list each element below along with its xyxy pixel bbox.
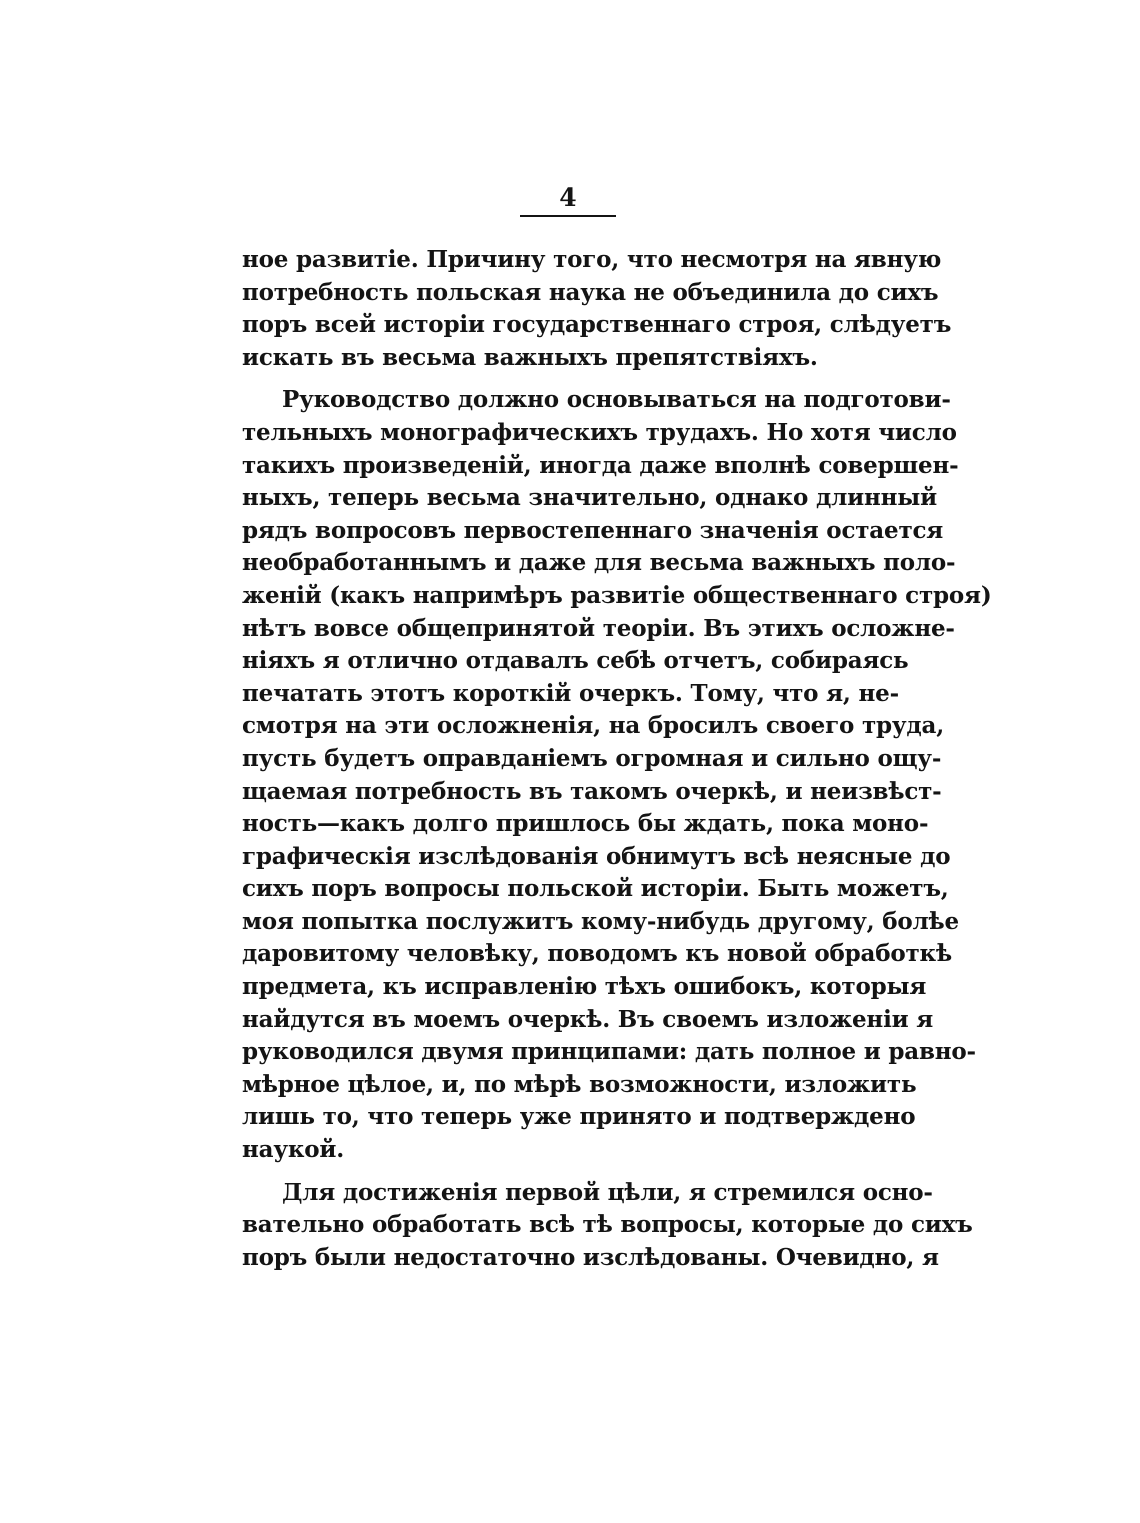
- text-line: щаемая потребность въ такомъ очеркѣ, и неизвѣст-: [242, 777, 942, 805]
- text-line: лишь то, что теперь уже принято и подтверждено: [242, 1103, 916, 1131]
- text-line: ніяхъ я отлично отдавалъ себѣ отчетъ, собираясь: [242, 647, 909, 675]
- text-line: такихъ произведеній, иногда даже вполнѣ совершен-: [242, 451, 959, 479]
- text-line: женій (какъ напримѣръ развитіе общественнаго строя): [242, 581, 992, 609]
- text-line: ное развитіе. Причину того, что несмотря на явную: [242, 246, 942, 273]
- header-rule: [520, 215, 616, 217]
- text-line: графическія изслѣдованія обнимутъ всѣ неясные до: [242, 842, 951, 870]
- text-line: необработаннымъ и даже для весьма важныхъ поло-: [242, 549, 956, 577]
- text-line: потребность польская наука не объединила до сихъ: [242, 278, 939, 306]
- text-line: поръ всей исторіи государственнаго строя, слѣдуетъ: [242, 311, 952, 339]
- text-line: моя попытка послужитъ кому-нибудь другому, болѣе: [242, 907, 959, 935]
- text-line: искать въ весьма важныхъ препятствіяхъ.: [242, 343, 818, 371]
- text-line: Руководство должно основываться на подготови-: [282, 386, 951, 414]
- text-line: найдутся въ моемъ очеркѣ. Въ своемъ изложеніи я: [242, 1005, 934, 1033]
- text-line: вательно обработать всѣ тѣ вопросы, которые до сихъ: [242, 1211, 973, 1239]
- text-line: мѣрное цѣлое, и, по мѣрѣ возможности, изложить: [242, 1070, 917, 1098]
- text-line: рядъ вопросовъ первостепеннаго значенія остается: [242, 516, 944, 544]
- text-line: руководился двумя принципами: дать полное и равно-: [242, 1038, 976, 1066]
- paragraph: [242, 384, 992, 1166]
- body-text: [242, 244, 992, 1274]
- text-line: даровитому человѣку, поводомъ къ новой обработкѣ: [242, 940, 952, 968]
- paragraph-gap: [242, 1167, 896, 1177]
- text-line: печатать этотъ короткій очеркъ. Тому, что я, не-: [242, 679, 899, 707]
- text-line: сихъ поръ вопросы польской исторіи. Быть можетъ,: [242, 875, 949, 903]
- paragraph-gap: [242, 374, 896, 384]
- text-line: пусть будетъ оправданіемъ огромная и сильно ощу-: [242, 744, 942, 772]
- page-number: 4: [559, 183, 577, 212]
- paragraph: [242, 244, 952, 374]
- text-line: поръ были недостаточно изслѣдованы. Очевидно, я: [242, 1243, 939, 1271]
- text-line: смотря на эти осложненія, на бросилъ своего труда,: [242, 712, 945, 740]
- text-line: нѣтъ вовсе общепринятой теоріи. Въ этихъ осложне-: [242, 614, 955, 642]
- text-line: предмета, къ исправленію тѣхъ ошибокъ, которыя: [242, 973, 927, 1001]
- text-line: наукой.: [242, 1136, 345, 1164]
- text-line: Для достиженія первой цѣли, я стремился осно-: [282, 1178, 933, 1206]
- paragraph: [242, 1177, 973, 1275]
- text-line: ность—какъ долго пришлось бы ждать, пока моно-: [242, 810, 929, 838]
- text-line: тельныхъ монографическихъ трудахъ. Но хотя число: [242, 418, 957, 446]
- text-line: ныхъ, теперь весьма значительно, однако длинный: [242, 484, 937, 512]
